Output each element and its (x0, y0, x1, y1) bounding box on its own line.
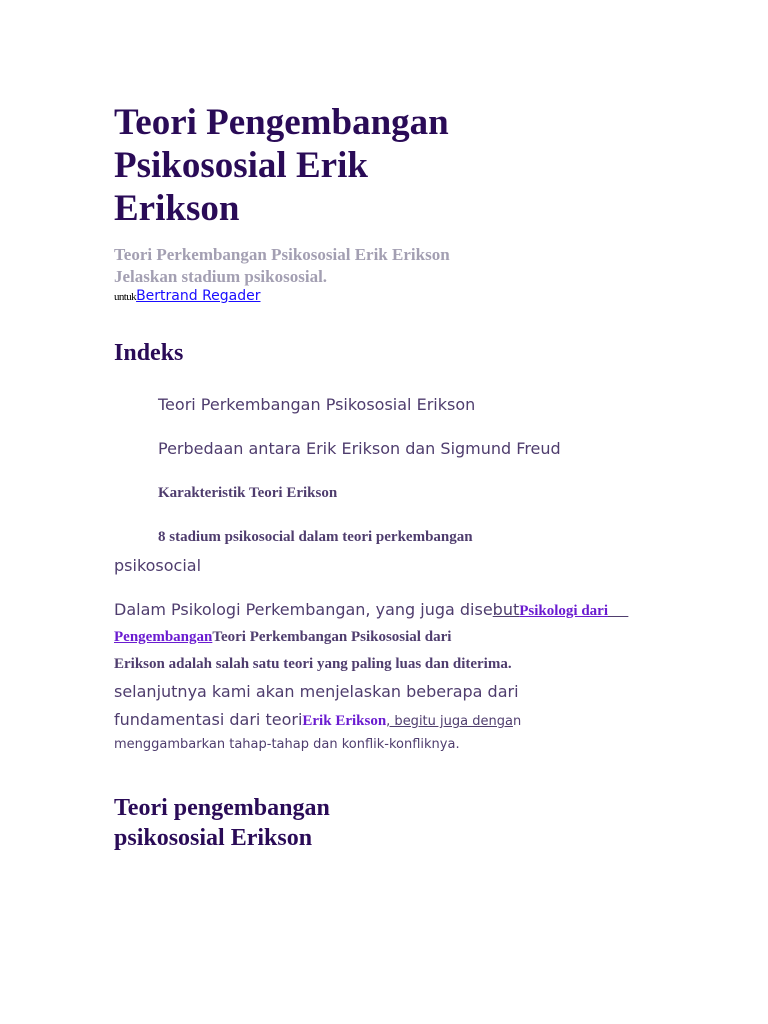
link-underline-gap (608, 600, 628, 619)
toc-item[interactable]: Karakteristik Teori Erikson (158, 485, 338, 501)
toc-item[interactable]: Teori Perkembangan Psikososial Erikson (158, 395, 476, 414)
paragraph-text: fundamentasi dari teori (114, 710, 303, 729)
paragraph-line-5 (114, 710, 521, 730)
paragraph-line-2 (114, 628, 451, 646)
author-link[interactable]: Bertrand Regader (136, 288, 261, 304)
paragraph-line-3: Erikson adalah salah satu teori yang paling luas dan diterima. (114, 656, 512, 672)
paragraph-line-4: selanjutnya kami akan menjelaskan beberapa dari (114, 682, 519, 701)
toc-item[interactable]: Perbedaan antara Erik Erikson dan Sigmund Freud (158, 439, 561, 458)
paragraph-text-underlined: , begitu juga denga (386, 714, 513, 729)
paragraph-line-6: menggambarkan tahap-tahap dan konflik-konfliknya. (114, 737, 460, 752)
paragraph-text: Teori Perkembangan Psikososial dari (212, 629, 452, 645)
author-prefix: untuk (114, 291, 137, 303)
index-heading: Indeks (114, 340, 184, 366)
section-heading: Teori pengembangan psikososial Erikson (114, 795, 330, 851)
link-erik-erikson[interactable]: Erik Erikson (302, 713, 387, 729)
subtitle: Teori Perkembangan Psikososial Erik Erikson Jelaskan stadium psikososial. (114, 245, 450, 286)
page-title: Teori Pengembangan Psikososial Erik Erikson (114, 102, 449, 229)
toc-item[interactable]: 8 stadium psikosocial dalam teori perkembangan (158, 529, 473, 545)
link-pengembangan[interactable]: Pengembangan (114, 629, 213, 645)
author-line (114, 287, 261, 305)
paragraph-line-1 (114, 600, 628, 620)
paragraph-text: Dalam Psikologi Perkembangan, yang juga dise (114, 600, 493, 619)
paragraph-text-underlined: but (492, 600, 520, 619)
paragraph-text: n (512, 714, 522, 729)
toc-item-continuation[interactable]: psikosocial (114, 556, 202, 575)
link-psikologi-dari[interactable]: Psikologi dari (519, 603, 609, 619)
